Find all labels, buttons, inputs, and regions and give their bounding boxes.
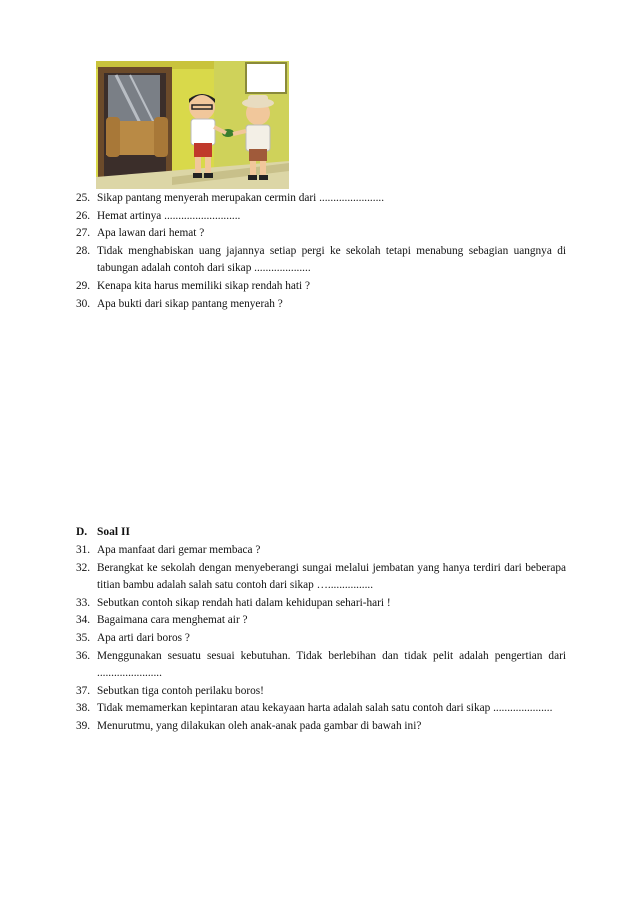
question-text: Kenapa kita harus memiliki sikap rendah hati ? [97, 279, 311, 292]
question-list-part2 [76, 542, 566, 736]
question-number: 39. [76, 719, 91, 732]
question-item [76, 595, 566, 613]
question-number: 33. [76, 596, 91, 609]
question-text: Apa arti dari boros ? [97, 631, 190, 644]
question-text: Sebutkan contoh sikap rendah hati dalam kehidupan sehari-hari ! [97, 596, 391, 609]
question-text: Menurutmu, yang dilakukan oleh anak-anak pada gambar di bawah ini? [97, 719, 422, 732]
section-letter: D. [76, 526, 88, 538]
question-item [76, 683, 566, 701]
question-item [76, 243, 566, 278]
question-number: 35. [76, 631, 91, 644]
question-item [76, 700, 566, 718]
question-item [76, 542, 566, 560]
question-item [76, 225, 566, 243]
question-number: 28. [76, 244, 91, 257]
question-item [76, 296, 566, 314]
question-text: Apa lawan dari hemat ? [97, 227, 205, 240]
question-number: 32. [76, 561, 91, 574]
question-number: 34. [76, 614, 91, 627]
question-item [76, 648, 566, 683]
illustration-svg [96, 61, 289, 189]
question-item [76, 190, 566, 208]
question-item [76, 612, 566, 630]
section-title-text: Soal II [97, 526, 130, 538]
question-number: 37. [76, 684, 91, 697]
question-text: Sikap pantang menyerah merupakan cermin dari ....................... [97, 192, 385, 204]
question-number: 29. [76, 279, 91, 292]
question-number: 25. [76, 192, 91, 204]
question-number: 30. [76, 297, 91, 310]
question-item [76, 278, 566, 296]
question-number: 36. [76, 649, 91, 662]
illustration-children-exchange [96, 61, 289, 189]
question-number: 26. [76, 209, 91, 222]
question-text: Apa bukti dari sikap pantang menyerah ? [97, 297, 283, 310]
question-text: Menggunakan sesuatu sesuai kebutuhan. Tidak berlebihan dan tidak pelit adalah pengertian dari ....................... [97, 649, 566, 680]
question-item [76, 208, 566, 226]
question-list-part1 [76, 190, 566, 313]
question-item [76, 560, 566, 595]
question-text: Sebutkan tiga contoh perilaku boros! [97, 684, 264, 697]
question-text: Apa manfaat dari gemar membaca ? [97, 544, 261, 556]
question-number: 27. [76, 227, 91, 240]
question-text: Tidak menghabiskan uang jajannya setiap pergi ke sekolah tetapi menabung sebagian uangnya di tabungan adalah contoh dari sikap .................... [97, 244, 566, 275]
question-number: 38. [76, 702, 91, 715]
question-text: Tidak memamerkan kepintaran atau kekayaan harta adalah salah satu contoh dari sikap ..................... [97, 702, 553, 715]
question-item [76, 630, 566, 648]
question-number: 31. [76, 544, 91, 556]
question-text: Bagaimana cara menghemat air ? [97, 614, 248, 627]
question-text: Hemat artinya ........................... [97, 209, 241, 222]
section-heading [76, 524, 130, 540]
question-text: Berangkat ke sekolah dengan menyeberangi sungai melalui jembatan yang hanya terdiri dari beberapa titian bambu adalah salah satu contoh dari sikap …................ [97, 561, 566, 592]
question-item [76, 718, 566, 736]
